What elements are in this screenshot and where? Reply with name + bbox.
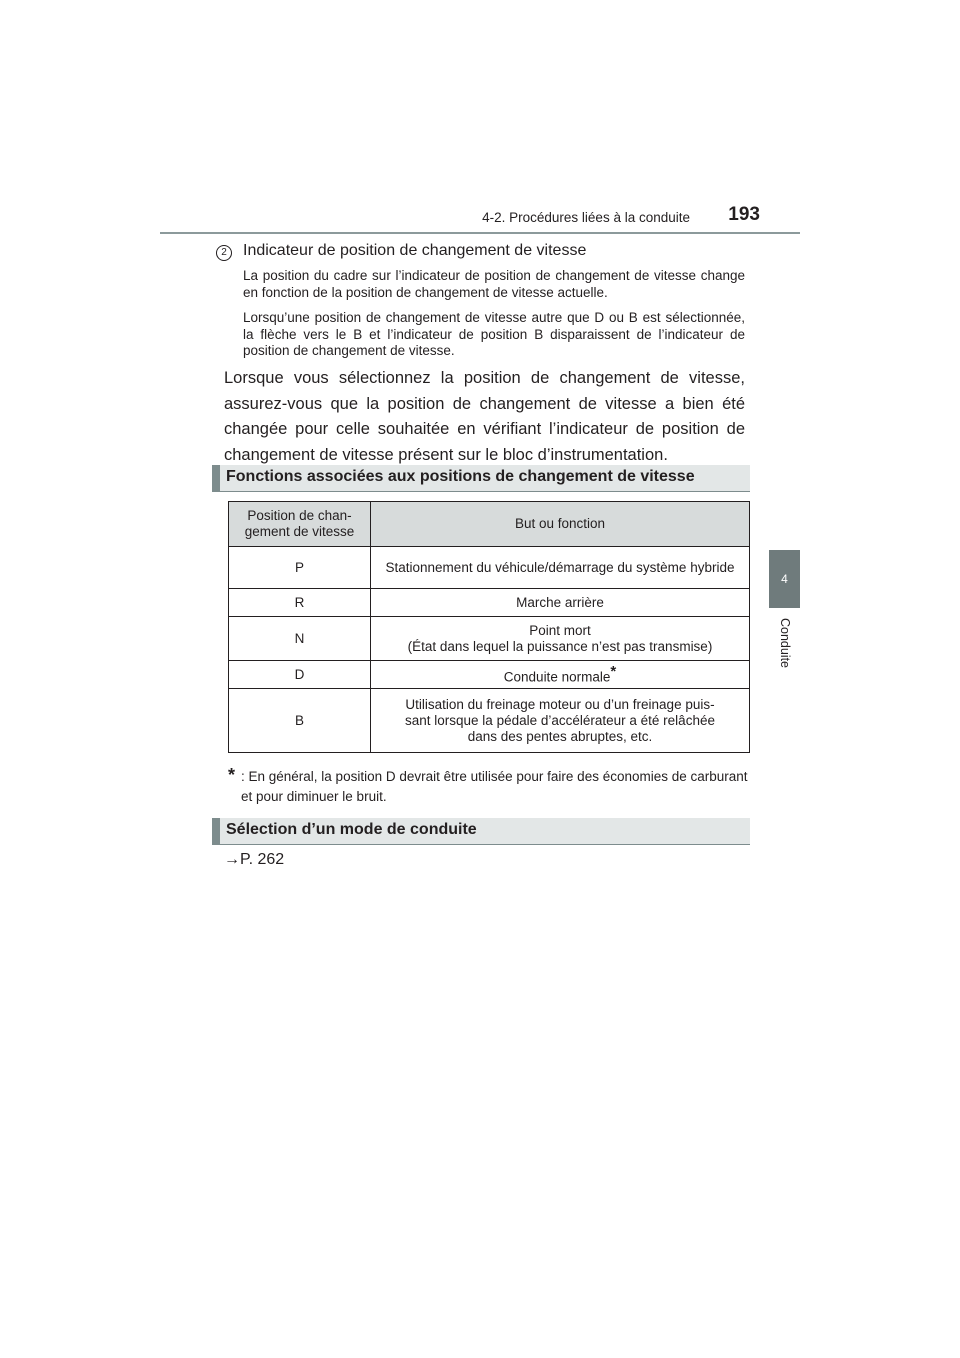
page-header <box>160 200 800 234</box>
cell-function-wrap <box>371 661 750 689</box>
heading-underline <box>212 844 750 845</box>
table-row <box>229 617 750 661</box>
footnote-marker: * <box>610 662 617 680</box>
page-number: 193 <box>728 204 760 225</box>
footnote-text <box>241 767 748 807</box>
page-reference-link[interactable]: →P. 262 <box>224 851 285 868</box>
circled-number-marker: 2 <box>216 245 232 261</box>
column-header-position <box>229 502 371 547</box>
footnote-body: : En général, la position D devrait être utilisée pour faire des économies de carburant et pour diminuer le bruit. <box>241 769 748 804</box>
item-paragraph-1: La position du cadre sur l’indicateur de position de changement de vitesse change en fonction de la position de changement de vitesse actuelle. <box>243 268 745 300</box>
item-paragraph-2: Lorsqu’une position de changement de vitesse autre que D ou B est sélectionnée, la flèche vers le B et l’indicateur de position B disparaissent de l’indicateur de position de changement de vitesse. <box>243 310 745 358</box>
section-heading-mode <box>212 818 750 844</box>
column-header-function <box>371 502 750 547</box>
chapter-label: Conduite <box>777 617 792 669</box>
table-row <box>229 689 750 753</box>
heading-underline <box>212 491 750 492</box>
cell-position: B <box>229 689 371 753</box>
chapter-number: 4 <box>769 550 800 608</box>
section-heading-text: Sélection d’un mode de conduite <box>226 821 477 838</box>
section-heading-functions <box>212 465 750 491</box>
cell-position: D <box>229 661 371 689</box>
cell-function: Conduite normale <box>503 669 611 685</box>
cell-function: Point mort (État dans lequel la puissance n’est pas transmise) <box>371 617 750 661</box>
cell-position: P <box>229 547 371 589</box>
header-function-text: But ou fonction <box>514 516 606 531</box>
cell-function: Utilisation du freinage moteur ou d’un freinage puis- sant lorsque la pédale d’accélérateur a été relâchée dans des pentes abruptes, etc. <box>371 689 750 753</box>
section-heading-text: Fonctions associées aux positions de changement de vitesse <box>226 468 695 485</box>
cell-position: N <box>229 617 371 661</box>
table-row <box>229 589 750 617</box>
cell-position: R <box>229 589 371 617</box>
table-row <box>229 547 750 589</box>
item-title: Indicateur de position de changement de vitesse <box>243 242 587 259</box>
table-header-row <box>229 502 750 547</box>
heading-bar <box>212 465 220 491</box>
heading-bar <box>212 818 220 844</box>
chapter-label-wrap <box>769 610 800 676</box>
cell-function: Stationnement du véhicule/démarrage du système hybride <box>371 547 750 589</box>
table-row <box>229 661 750 689</box>
main-paragraph: Lorsque vous sélectionnez la position de changement de vitesse, assurez-vous que la position de changement de vitesse a bien été changée pour celle souhaitée en vérifiant l’indicateur de position de changement de vitesse présent sur le bloc d’instrumentation. <box>224 369 745 464</box>
footnote-star: * <box>228 765 236 785</box>
section-label: 4-2. Procédures liées à la conduite <box>482 210 690 225</box>
shift-position-table <box>228 501 750 753</box>
header-rule <box>160 232 800 234</box>
chapter-tab[interactable] <box>769 550 800 676</box>
cell-function: Marche arrière <box>371 589 750 617</box>
header-position-text: Position de chan- gement de vitesse <box>244 508 355 539</box>
